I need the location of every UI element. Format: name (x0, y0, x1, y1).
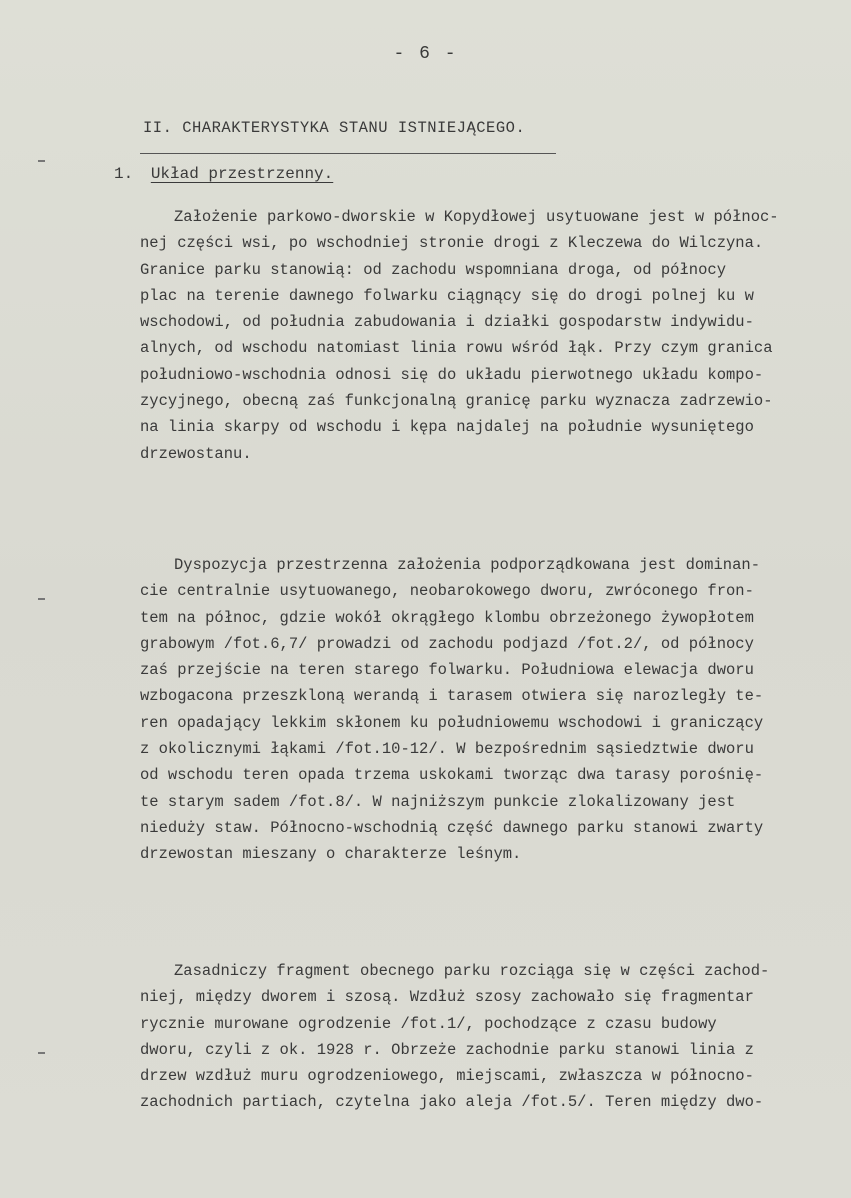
text-line: niej, między dworem i szosą. Wzdłuż szosy zachowało się fragmentar (140, 988, 754, 1007)
margin-mark (38, 598, 45, 600)
paragraph-2 (140, 552, 840, 868)
text-line: Zasadniczy fragment obecnego parku rozciąga się w części zachod- (174, 962, 770, 980)
text-line: zycyjnego, obecną zaś funkcjonalną granicę parku wyznacza zadrzewio- (140, 392, 773, 411)
margin-mark (38, 160, 45, 162)
text-line: na linia skarpy od wschodu i kępa najdalej na południe wysuniętego (140, 418, 754, 437)
text-line: Granice parku stanowią: od zachodu wspomniana droga, od północy (140, 260, 726, 279)
text-line: drzewostanu. (140, 444, 252, 463)
paragraph-3 (140, 958, 840, 1116)
text-line: nej części wsi, po wschodniej stronie drogi z Kleczewa do Wilczyna. (140, 234, 764, 253)
subsection-number: 1. (114, 165, 134, 183)
text-line: rycznie murowane ogrodzenie /fot.1/, pochodzące z czasu budowy (140, 1014, 717, 1033)
text-line: alnych, od wschodu natomiast linia rowu wśród łąk. Przy czym granica (140, 339, 773, 358)
text-line: ren opadający lekkim skłonem ku południowemu wschodowi i graniczący (140, 713, 764, 732)
text-line: Założenie parkowo-dworskie w Kopydłowej usytuowane jest w północ- (174, 208, 779, 226)
text-line: zaś przejście na teren starego folwarku. Południowa elewacja dworu (140, 661, 754, 680)
text-line: z okolicznymi łąkami /fot.10-12/. W bezpośrednim sąsiedztwie dworu (140, 740, 754, 759)
text-line: tem na północ, gdzie wokół okrągłego klombu obrzeżonego żywopłotem (140, 608, 754, 627)
text-line: drzewostan mieszany o charakterze leśnym. (140, 845, 522, 864)
subsection-heading (114, 165, 333, 183)
text-line: cie centralnie usytuowanego, neobarokowego dworu, zwróconego fron- (140, 582, 754, 601)
text-line: wzbogacona przeszkloną werandą i tarasem otwiera się narozległy te- (140, 687, 764, 706)
text-line: grabowym /fot.6,7/ prowadzi od zachodu podjazd /fot.2/, od północy (140, 634, 754, 653)
text-line: te starym sadem /fot.8/. W najniższym punkcie zlokalizowany jest (140, 792, 736, 811)
paragraph-1 (140, 204, 840, 467)
margin-mark (38, 1052, 45, 1054)
subsection-title: Układ przestrzenny. (150, 165, 334, 183)
section-title: II. CHARAKTERYSTYKA STANU ISTNIEJĄCEGO. (143, 119, 526, 137)
text-line: południowo-wschodnia odnosi się do układu pierwotnego układu kompo- (140, 365, 764, 384)
title-underline (140, 153, 556, 154)
text-line: drzew wzdłuż muru ogrodzeniowego, miejscami, zwłaszcza w północno- (140, 1067, 754, 1086)
text-line: plac na terenie dawnego folwarku ciągnący się do drogi polnej ku w (140, 286, 754, 305)
text-line: dworu, czyli z ok. 1928 r. Obrzeże zachodnie parku stanowi linia z (140, 1040, 754, 1059)
text-line: wschodowi, od południa zabudowania i działki gospodarstw indywidu- (140, 313, 754, 332)
text-line: nieduży staw. Północno-wschodnią część dawnego parku stanowi zwarty (140, 818, 764, 837)
text-line: zachodnich partiach, czytelna jako aleja /fot.5/. Teren między dwo- (140, 1093, 764, 1112)
page-number: - 6 - (393, 44, 458, 64)
text-line: Dyspozycja przestrzenna założenia podporządkowana jest dominan- (174, 556, 760, 574)
text-line: od wschodu teren opada trzema uskokami tworząc dwa tarasy porośnię- (140, 766, 764, 785)
